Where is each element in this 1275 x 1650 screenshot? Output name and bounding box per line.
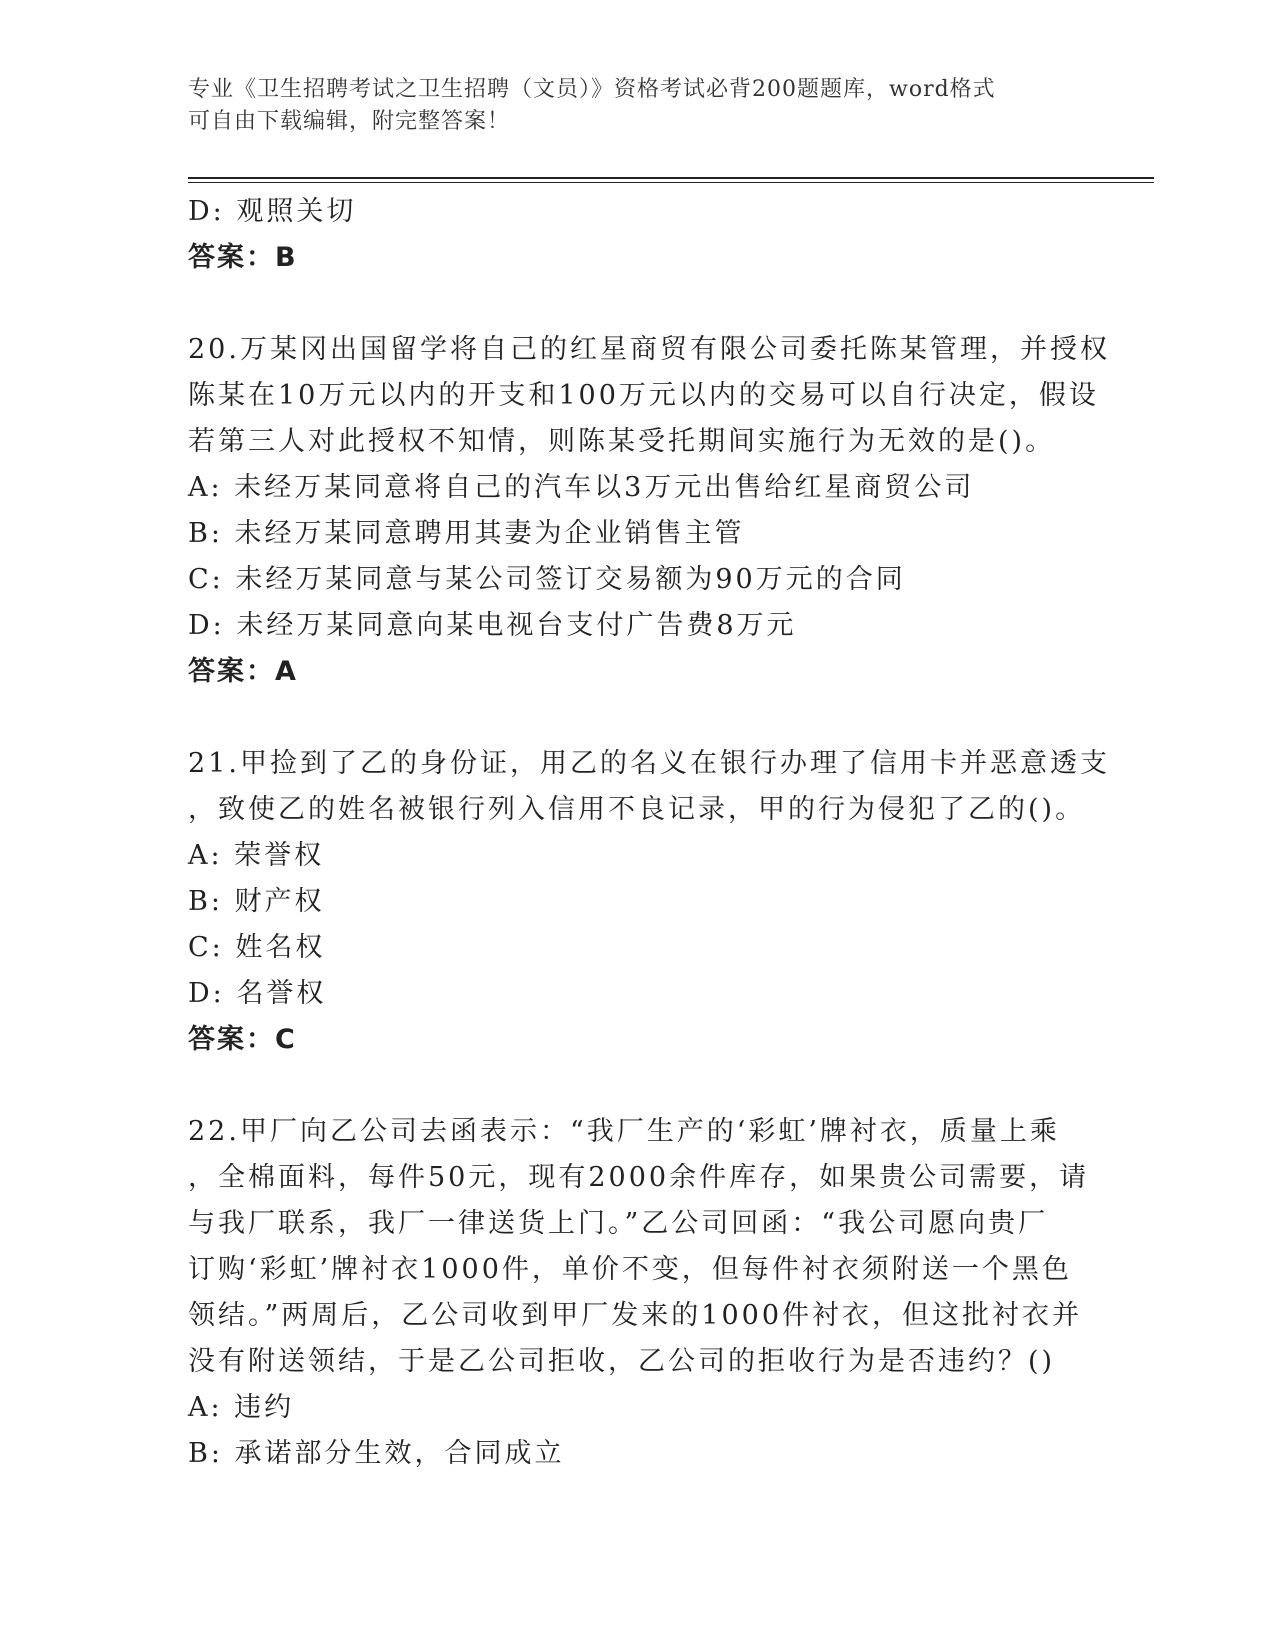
option-d: D: 未经万某同意向某电视台支付广告费8万元	[188, 610, 797, 641]
question-text-line: ，致使乙的姓名被银行列入信用不良记录，甲的行为侵犯了乙的()。	[188, 794, 1086, 825]
page-header	[188, 74, 1088, 138]
answer-line: 答案：C	[188, 1024, 297, 1055]
option-c: C: 姓名权	[188, 932, 326, 963]
question-text-line: 领结。”两周后，乙公司收到甲厂发来的1000件衬衣，但这批衬衣并	[188, 1300, 1083, 1331]
question-text-line: 没有附送领结，于是乙公司拒收，乙公司的拒收行为是否违约？()	[188, 1346, 1056, 1377]
option-b: B: 承诺部分生效，合同成立	[188, 1438, 565, 1469]
prev-question-tail	[188, 189, 1088, 281]
question-21	[188, 741, 1110, 1063]
option-d: D: 观照关切	[188, 196, 357, 227]
spacer	[188, 281, 1088, 327]
question-text-line: 若第三人对此授权不知情，则陈某受托期间实施行为无效的是()。	[188, 426, 1056, 457]
option-a: A: 未经万某同意将自己的汽车以3万元出售给红星商贸公司	[188, 472, 975, 503]
answer-line: 答案：A	[188, 656, 298, 687]
spacer	[188, 1063, 1088, 1109]
question-20	[188, 327, 1110, 695]
document-body	[188, 189, 1110, 1477]
option-a: A: 违约	[188, 1392, 295, 1423]
question-text-line: 22.甲厂向乙公司去函表示：“我厂生产的‘彩虹’牌衬衣，质量上乘	[188, 1116, 1060, 1147]
question-text-line: 20.万某冈出国留学将自己的红星商贸有限公司委托陈某管理，并授权	[188, 334, 1110, 365]
option-a: A: 荣誉权	[188, 840, 325, 871]
question-text-line: 与我厂联系，我厂一律送货上门。”乙公司回函：“我公司愿向贵厂	[188, 1208, 1049, 1239]
option-c: C: 未经万某同意与某公司签订交易额为90万元的合同	[188, 564, 906, 595]
option-b: B: 未经万某同意聘用其妻为企业销售主管	[188, 518, 745, 549]
question-text-line: ，全棉面料，每件50元，现有2000余件库存，如果贵公司需要，请	[188, 1162, 1090, 1193]
question-text-line: 订购‘彩虹’牌衬衣1000件，单价不变，但每件衬衣须附送一个黑色	[188, 1254, 1072, 1285]
answer-line: 答案：B	[188, 242, 298, 273]
spacer	[188, 695, 1088, 741]
header-line-1: 专业《卫生招聘考试之卫生招聘（文员）》资格考试必背200题题库，word格式	[188, 77, 996, 102]
header-line-2: 可自由下载编辑，附完整答案！	[188, 109, 511, 134]
header-divider-thin	[188, 182, 1154, 183]
option-d: D: 名誉权	[188, 978, 327, 1009]
question-22	[188, 1109, 1088, 1477]
option-b: B: 财产权	[188, 886, 325, 917]
header-divider-thick	[188, 177, 1154, 179]
question-text-line: 21.甲捡到了乙的身份证，用乙的名义在银行办理了信用卡并恶意透支	[188, 748, 1110, 779]
question-text-line: 陈某在10万元以内的开支和100万元以内的交易可以自行决定，假设	[188, 380, 1099, 411]
